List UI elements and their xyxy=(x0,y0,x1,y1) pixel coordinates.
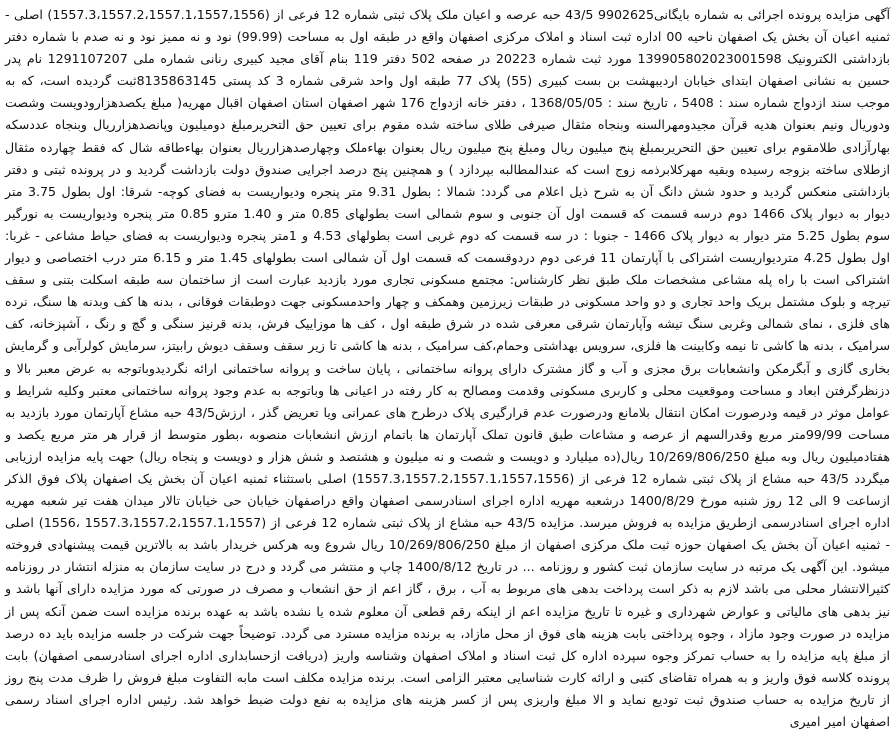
auction-notice-text: آگهی مزایده پرونده اجرائی به شماره بایگانی9902625 43/5 حبه عرصه و اعیان ملک پلاک ثبتی شماره 12 فرعی از (1557.3،1557.2،1557.1،1557،1556) اصلی - ثمنیه اعیان آن بخش یک اصفهان ناحیه 00 اداره ثبت اسناد و املاک مرکزی اصفهان واقع در طبقه اول به مساحت (99.99) نود و نه ممیز نود و نه صدم با شماره دفتر بازداشتی الکترونیک 139905802023001598 مورد ثبت شماره 20223 در صفحه 502 دفتر 119 بنام آقای مجید کبیری رنانی شماره ملی 1291107207 نام پدر حسین به نشانی اصفهان ابتدای خیابان اردیبهشت بن بست کبیری (55) پلاک 77 طبقه اول واحد شرقی شماره 3 کد پستی 8135863145ثبت گردیده است، که به موجب سند ازدواج شماره سند : 5408 ، تاریخ سند : 1368/05/05 ، دفتر خانه ازدواج 176 شهر اصفهان استان اصفهان اقبال مهریه( مبلغ یکصدهزارودویست وشصت ودوریال ونیم بعنوان هدیه قرآن مجیدومهرالسنه وبنجاه مثقال صیرفی طلای ساخته شده مقوم برای تعیین حق التحریرمبلغ دومیلیون وپانصدهزارریال وبنجاه عددسکه بهارآزادی طلامقوم برای تعیین حق التحریربمبلغ پنج میلیون ریال ومبلغ پنج میلیون ریال بعنوان بهاءملک وچهارصدهزارریال بعنوان بهاءطاقه شال که فقط چهارده مثقال ازطلای ساخته بزوجه رسیده وبقیه مهرکلابرذمه زوج است که عندالمطالبه بپردازد ) و همچنین پنج درصد اجرایی صندوق دولت بازداشت گردید و در پرونده ثبتی و دفتر بازداشتی منعکس گردید و حدود شش دانگ آن به شرح ذیل اعلام می گردد: شمالا : بطول 9.31 متر پنجره ودیواریست به فضای کوچه- شرقا: اول بطول 3.75 متر دیوار به دیوار پلاک 1466 دوم درسه قسمت که قسمت اول آن جنوبی و سوم شمالی است بطولهای 0.85 متر و 1.40 مترو 0.85 متر پنجره ودیواریست به نورگیر سوم بطول 5.25 متر دیوار به دیوار پلاک 1466 - جنوبا : در سه قسمت که دوم غربی است بطولهای 4.53 و 1متر پنجره ودیواریست به فضای حیاط مشاعی - غربا: اول بطول 4.25 متردیواریست اشتراکی با آپارتمان 11 فرعی دوم دردوقسمت که قسمت اول آن شمالی است بطولهای 1.45 متر و 6.15 متر درب اختصاصی و دیوار اشتراکی است با راه پله مشاعی مشخصات ملک طبق نظر کارشناس: مجتمع مسکونی تجاری مورد بازدید عبارت است از ساختمان سه طبقه اسکلت بتنی و سقف تیرچه و بلوک مشتمل بریک واحد تجاری و دو واحد مسکونی در طبقات زیرزمین وهمکف و چهار واحدمسکونی جهت دوطبقات فوقانی ، بدنه ها کف وبدنه ها سنگ، نرده های فلزی ، نمای شمالی وغربی سنگ تیشه وآپارتمان شرقی معرفی شده در شرق طبقه اول ، کف ها موزاییک فرش، بدنه قرنیز سنگی و گچ و رنگ ، آشپزخانه، کف سرامیک ، بدنه ها کاشی تا نیمه وکابینت ها فلزی، سرویس بهداشتی وحمام،کف سرامیک ، بدنه ها کاشی تا زیر سقف وسقف دیوش رابیتز، سرمایش کولرآبی و گرمایش بخاری گازی و آبگرمکن وانشعابات برق مجزی و آب و گاز مشترک دارای پروانه ساختمانی ، پایان ساخت و پروانه ساختمانی ارائه نگردیدوباتوجه به عرض معبر بالا و دزنظرگرفتن ابعاد و مساحت وموقعیت محلی و کاربری مسکونی وقدمت ومصالح به کار رفته در اعیانی ها وباتوجه به عدم وجود پروانه ساختمانی معتبر وکلیه شرایط و عوامل موثر در قیمه ودرصورت امکان انتقال بلامانع ودرصورت عدم قرارگیری پلاک درطرح های عمرانی ویا تعریض گذر ، ارزش43/5 حبه مشاع آپارتمان مورد بازدید به مساحت 99/99متر مربع وقدرالسهم از عرصه و مشاعات طبق قانون تملک آپارتمان ها باتمام ارزش انشعابات منصوبه ،بطور متوسط از قرار هر متر مربع یکصد و هفتادمیلیون ریال وبه مبلغ 10/269/806/250 ریال(ده میلیارد و دویست و شصت و نه میلیون و هشتصد و شش هزار و دویست و پنجاه ریال) جهت پایه مزایده ارزیابی میگردد 43/5 حبه مشاع از پلاک ثبتی شماره 12 فرعی از (1557.3،1557.2،1557.1،1557،1556) اصلی باستثناء ثمنیه اعیان آن بخش یک اصفهان پلاک فوق الذکر ازساعت 9 الی 12 روز شنبه مورخ 1400/8/29 درشعبه مهریه اداره اجرای اسنادرسمی اصفهان واقع دراصفهان خیابان حی خیابان تالار میدان هفت تیر شعبه مهریه اداره اجرای اسنادرسمی ازطریق مزایده به فروش میرسد. مزایده 43/5 حبه مشاع از پلاک ثبتی شماره 12 فرعی از (1557.3،1557.2،1557.1،1557 ،1556) اصلی - ثمنیه اعیان آن بخش یک اصفهان حوزه ثبت ملک مرکزی اصفهان از مبلغ 10/269/806/250 ریال شروع وبه هرکس خریدار باشد به بالاترین قیمت پیشنهادی فروخته میشود. این آگهی یک مرتبه در سایت سازمان ثبت کشور و روزنامه ... در تاریخ 1400/8/12 چاپ و منتشر می گردد و درج در سایت سازمان به منزله انتشار در روزنامه کثیرالانتشار محلی می باشد لازم به ذکر است پرداخت بدهی های مربوط به آب ، برق ، گاز اعم از حق انشعاب و مصرف در صورتی که مورد مزایده دارای آنها باشد و نیز بدهی های مالیاتی و عوارض شهرداری و غیره تا تاریخ مزایده اعم از اینکه رقم قطعی آن معلوم شده یا نشده باشد به عهده برنده مزایده است ضمن آنکه پس از مزایده در صورت وجود مازاد ، وجوه پرداختی بابت هزینه های فوق از محل مازاد، به برنده مزایده مسترد می گردد. توضیحاً جهت شرکت در جلسه مزایده باید ده درصد از مبلغ پایه مزایده را به حساب تمرکز وجوه سپرده اداره کل ثبت اسناد و املاک اصفهان وشناسه واریز (دریافت ازحسابداری اداره اجرای اسنادرسمی اصفهان) بابت پرونده کلاسه فوق واریز و به همراه تقاضای کتبی و ارائه کارت شناسایی معتبر الزامی است. برنده مزایده مکلف است مابه التفاوت مبلغ فروش را ظرف مدت پنج روز از تاریخ مزایده به حساب صندوق ثبت تودیع نماید و الا مبلغ واریزی پس از کسر هزینه های مزایده به نفع دولت ضبط خواهد شد. رئیس اداره اجرای اسناد رسمی اصفهان امیر امیری xyxy=(5,7,891,729)
